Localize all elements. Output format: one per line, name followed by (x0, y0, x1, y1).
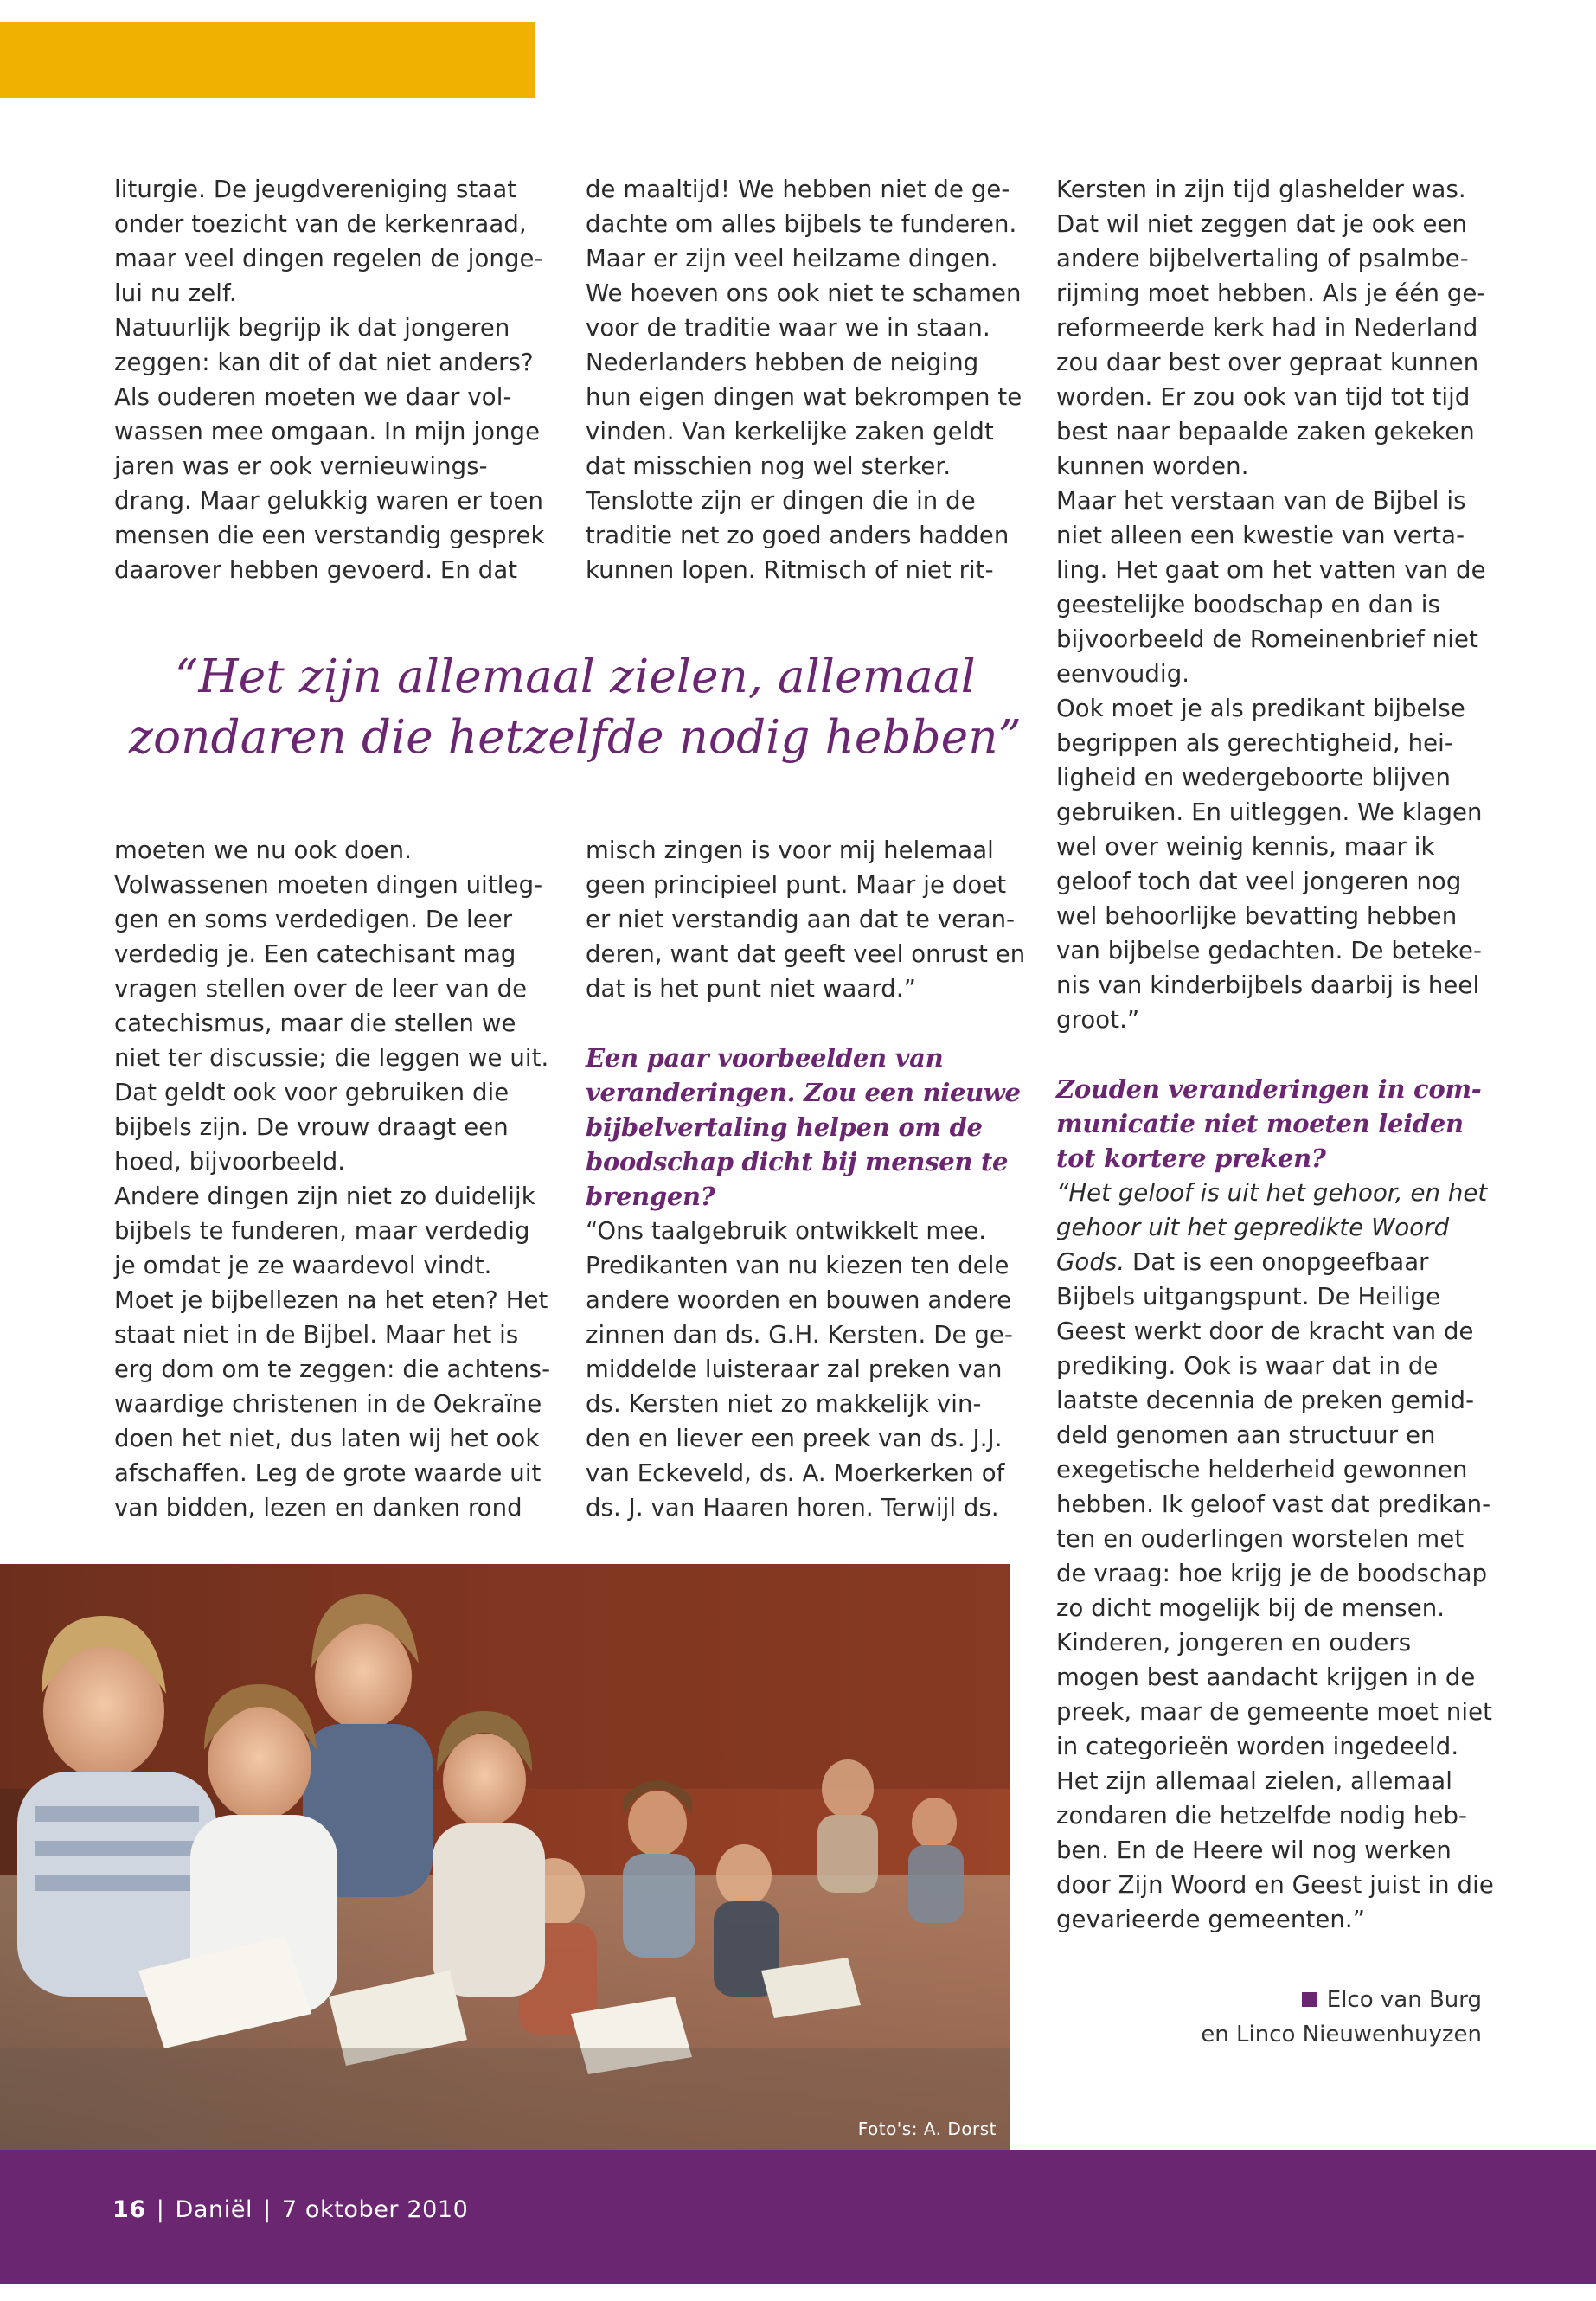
pull-quote-line: zondaren die hetzelfde nodig hebben” (129, 711, 1022, 764)
text-line: zou daar best over gepraat kunnen (1056, 349, 1479, 376)
text-line: preek, maar de gemeente moet niet (1056, 1698, 1493, 1726)
text-line: Dat wil niet zeggen dat je ook een (1056, 210, 1468, 238)
text-line: Moet je bijbellezen na het eten? Het (114, 1286, 548, 1314)
text-line: voor de traditie waar we in staan. (586, 314, 990, 342)
text-line: laatste decennia de preken gemid- (1056, 1387, 1475, 1414)
text-line: andere woorden en bouwen andere (586, 1286, 1012, 1314)
text-line: ling. Het gaat om het vatten van de (1056, 556, 1486, 584)
text-line: “Ons taalgebruik ontwikkelt mee. (586, 1217, 987, 1245)
text-line: Geest werkt door de kracht van de (1056, 1317, 1474, 1345)
text-line: Het zijn allemaal zielen, allemaal (1056, 1767, 1452, 1795)
answer-paragraph (586, 833, 1035, 1006)
text-line: Predikanten van nu kiezen ten dele (586, 1252, 1010, 1279)
text-line: erg dom om te zeggen: die achtens- (114, 1356, 551, 1383)
text-line: prediking. Ook is waar dat in de (1056, 1352, 1439, 1380)
text-line: Nederlanders hebben de neiging (586, 349, 979, 376)
photo-credit: Foto's: A. Dorst (857, 2118, 997, 2139)
text-line: wassen mee omgaan. In mijn jonge (114, 418, 541, 445)
italic-text: Gods. (1056, 1248, 1125, 1276)
column-2-top (586, 172, 1035, 587)
text-line: worden. Er zou ook van tijd tot tijd (1056, 383, 1471, 411)
text-line: begrippen als gerechtigheid, hei- (1056, 729, 1453, 757)
text-line: de maaltijd! We hebben niet de ge- (586, 176, 1010, 203)
author-signature (1056, 1983, 1482, 2052)
question-line: boodschap dicht bij mensen te (586, 1147, 1009, 1176)
text-line: exegetische helderheid gewonnen (1056, 1456, 1468, 1484)
interview-question (586, 1041, 1035, 1214)
text-line: mogen best aandacht krijgen in de (1056, 1663, 1476, 1691)
page-number: 16 (112, 2196, 146, 2223)
answer-paragraph (1056, 172, 1506, 1037)
text-line: ben. En de Heere wil nog werken (1056, 1836, 1452, 1864)
text-line: onder toezicht van de kerkenraad, (114, 210, 527, 238)
text-line: catechismus, maar die stellen we (114, 1009, 516, 1037)
text-line: maar veel dingen regelen de jonge- (114, 245, 543, 272)
end-mark-icon (1302, 1992, 1317, 2007)
text-line: vragen stellen over de leer van de (114, 975, 528, 1003)
page-footer (0, 2150, 1596, 2284)
answer-line (1056, 1245, 1506, 1279)
text-line: Natuurlijk begrijp ik dat jongeren (114, 314, 510, 342)
text-line: rijming moet hebben. Als je één ge- (1056, 279, 1486, 307)
text-line: geestelijke boodschap en dan is (1056, 591, 1440, 619)
text-line: ligheid en wedergeboorte blijven (1056, 764, 1452, 792)
author-line (1056, 1983, 1482, 2017)
text-line: zeggen: kan dit of dat niet anders? (114, 349, 534, 376)
text-line: Tenslotte zijn er dingen die in de (586, 487, 976, 515)
pull-quote (112, 647, 1038, 768)
question-line: brengen? (586, 1182, 715, 1211)
text-line: andere bijbelvertaling of psalmbe- (1056, 245, 1469, 272)
magazine-name: Daniël (175, 2196, 253, 2223)
text-line: reformeerde kerk had in Nederland (1056, 314, 1478, 342)
issue-date: 7 oktober 2010 (281, 2196, 469, 2223)
text-line: geloof toch dat veel jongeren nog (1056, 868, 1462, 895)
text-line: Dat geldt ook voor gebruiken die (114, 1079, 510, 1106)
interview-question (1056, 1072, 1506, 1176)
text-line: staat niet in de Bijbel. Maar het is (114, 1321, 519, 1349)
footer-text (112, 2196, 468, 2223)
text-line: eenvoudig. (1056, 660, 1190, 688)
text-line: Maar er zijn veel heilzame dingen. (586, 245, 998, 272)
text-line: wel behoorlijke bevatting hebben (1056, 902, 1458, 930)
text-line: Maar het verstaan van de Bijbel is (1056, 487, 1466, 515)
text-line: daarover hebben gevoerd. En dat (114, 556, 518, 584)
question-line: tot kortere preken? (1056, 1144, 1326, 1173)
text-line: misch zingen is voor mij helemaal (586, 836, 994, 864)
question-line: municatie niet moeten leiden (1056, 1109, 1464, 1138)
text-line: ds. Kersten niet zo makkelijk vin- (586, 1390, 982, 1418)
text-line: nis van kinderbijbels daarbij is heel (1056, 971, 1480, 999)
text-line: den en liever een preek van ds. J.J. (586, 1425, 1003, 1452)
text-line: Ook moet je als predikant bijbelse (1056, 695, 1465, 722)
text-line: ten en ouderlingen worstelen met (1056, 1525, 1465, 1553)
text-line: bijvoorbeeld de Romeinenbrief niet (1056, 625, 1478, 653)
text-line: gebruiken. En uitleggen. We klagen (1056, 798, 1483, 826)
text-line: de vraag: hoe krijg je de boodschap (1056, 1560, 1488, 1587)
text-line: van Eckeveld, ds. A. Moerkerken of (586, 1459, 1005, 1487)
text-line: drang. Maar gelukkig waren er toen (114, 487, 544, 515)
column-1-bottom (114, 833, 564, 1525)
text-line: We hoeven ons ook niet te schamen (586, 279, 1022, 307)
text-line: dat is het punt niet waard.” (586, 975, 917, 1003)
text-line: kunnen worden. (1056, 452, 1249, 480)
plain-text: Dat is een onopgeefbaar (1125, 1248, 1429, 1276)
text-line: hun eigen dingen wat bekrompen te (586, 383, 1022, 411)
text-line: er niet verstandig aan dat te veran- (586, 906, 1016, 933)
text-line: kunnen lopen. Ritmisch of niet rit- (586, 556, 994, 584)
text-line: Kersten in zijn tijd glashelder was. (1056, 176, 1466, 203)
column-1-top (114, 172, 564, 587)
text-line: Andere dingen zijn niet zo duidelijk (114, 1183, 535, 1210)
text-line: geen principieel punt. Maar je doet (586, 871, 1007, 899)
text-line: Als ouderen moeten we daar vol- (114, 383, 512, 411)
text-line: bijbels te funderen, maar verdedig (114, 1217, 530, 1245)
author-name: Elco van Burg (1326, 1987, 1482, 2013)
text-line: deld genomen aan structuur en (1056, 1421, 1436, 1449)
text-line: deren, want dat geeft veel onrust en (586, 940, 1026, 968)
question-line: bijbelvertaling helpen om de (586, 1112, 983, 1142)
column-3 (1056, 172, 1506, 1937)
text-line: gehoor uit het gepredikte Woord (1056, 1214, 1450, 1241)
text-line: Kinderen, jongeren en ouders (1056, 1629, 1412, 1657)
text-line: in categorieën worden ingedeeld. (1056, 1733, 1459, 1760)
text-line: niet ter discussie; die leggen we uit. (114, 1044, 549, 1072)
question-line: Een paar voorbeelden van (586, 1043, 944, 1073)
text-line: lui nu zelf. (114, 279, 237, 307)
text-line: Volwassenen moeten dingen uitleg- (114, 871, 543, 899)
text-line: “Het geloof is uit het gehoor, en het (1056, 1179, 1488, 1207)
text-line: waardige christenen in de Oekraïne (114, 1390, 542, 1418)
separator: | (156, 2196, 165, 2223)
text-line: groot.” (1056, 1006, 1140, 1034)
text-line: dachte om alles bijbels te funderen. (586, 210, 1017, 238)
text-line: zinnen dan ds. G.H. Kersten. De ge- (586, 1321, 1013, 1349)
answer-paragraph (586, 1214, 1035, 1525)
text-line: middelde luisteraar zal preken van (586, 1356, 1003, 1383)
text-line: bijbels zijn. De vrouw draagt een (114, 1113, 509, 1141)
text-line: afschaffen. Leg de grote waarde uit (114, 1459, 542, 1487)
text-line: doen het niet, dus laten wij het ook (114, 1425, 540, 1452)
text-line: Bijbels uitgangspunt. De Heilige (1056, 1283, 1441, 1311)
text-line: ds. J. van Haaren horen. Terwijl ds. (586, 1494, 999, 1522)
question-line: veranderingen. Zou een nieuwe (586, 1078, 1021, 1107)
text-line: van bijbelse gedachten. De beteke- (1056, 937, 1482, 965)
text-line: van bidden, lezen en danken rond (114, 1494, 522, 1522)
text-line: hoed, bijvoorbeeld. (114, 1148, 346, 1176)
answer-paragraph (1056, 1279, 1506, 1937)
answer-quote-italic (1056, 1176, 1506, 1245)
text-line: gen en soms verdedigen. De leer (114, 906, 513, 933)
question-line: Zouden veranderingen in com- (1056, 1074, 1482, 1104)
text-line: liturgie. De jeugdvereniging staat (114, 176, 517, 203)
text-line: best naar bepaalde zaken gekeken (1056, 418, 1475, 445)
text-line: zo dicht mogelijk bij de mensen. (1056, 1594, 1445, 1622)
text-line: vinden. Van kerkelijke zaken geldt (586, 418, 994, 445)
text-line: dat misschien nog wel sterker. (586, 452, 952, 480)
separator: | (263, 2196, 272, 2223)
text-line: mensen die een verstandig gesprek (114, 522, 545, 549)
text-line: moeten we nu ook doen. (114, 836, 413, 864)
header-accent-bar (0, 22, 535, 98)
text-line: wel over weinig kennis, maar ik (1056, 833, 1435, 861)
text-line: gevarieerde gemeenten.” (1056, 1906, 1366, 1933)
author-line: en Linco Nieuwenhuyzen (1201, 2022, 1482, 2048)
catechism-class-photo (0, 1564, 1010, 2150)
text-line: traditie net zo goed anders hadden (586, 522, 1010, 549)
text-line: hebben. Ik geloof vast dat predikan- (1056, 1490, 1491, 1518)
text-line: zondaren die hetzelfde nodig heb- (1056, 1802, 1468, 1830)
column-2-bottom (586, 833, 1035, 1525)
text-line: niet alleen een kwestie van verta- (1056, 522, 1465, 549)
text-line: door Zijn Woord en Geest juist in die (1056, 1871, 1494, 1899)
text-line: verdedig je. Een catechisant mag (114, 940, 516, 968)
text-line: jaren was er ook vernieuwings- (114, 452, 488, 480)
pull-quote-line: “Het zijn allemaal zielen, allemaal (175, 651, 976, 703)
text-line: je omdat je ze waardevol vindt. (114, 1252, 492, 1279)
